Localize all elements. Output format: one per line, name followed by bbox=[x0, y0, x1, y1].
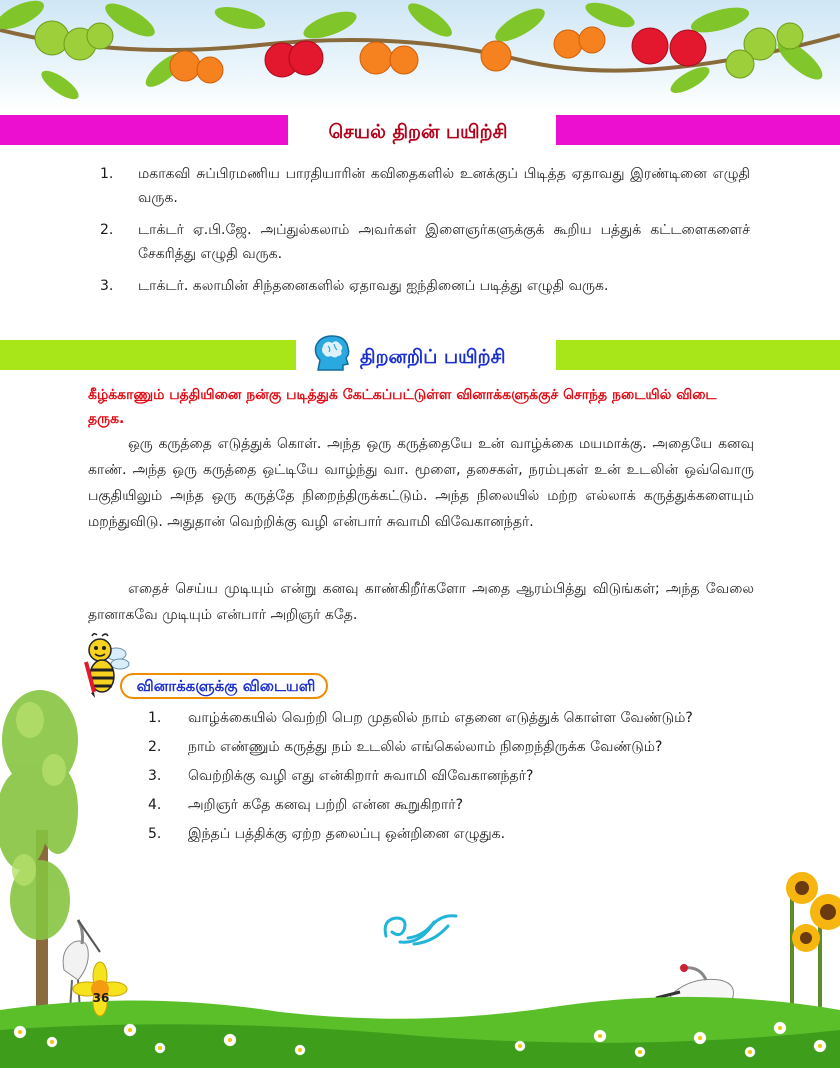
skill-section-title: திறனறிப் பயிற்சி bbox=[360, 346, 506, 368]
list-item bbox=[100, 274, 750, 298]
activity-section-title: செயல் திறன் பயிற்சி bbox=[328, 121, 508, 143]
fruit-leaf-banner bbox=[0, 0, 840, 110]
item-number: 4. bbox=[148, 797, 162, 813]
item-text: மகாகவி சுப்பிரமணிய பாரதியாரின் கவிதைகளில் உனக்குப் பிடித்த ஏதாவது இரண்டினை எழுதி வருக. bbox=[138, 166, 750, 206]
item-number: 3. bbox=[148, 768, 162, 784]
section-bar-right bbox=[556, 340, 840, 370]
list-item bbox=[100, 218, 750, 266]
passage-paragraph: எதைச் செய்ய முடியும் என்று கனவு காண்கிறீர்களோ அதை ஆரம்பித்து விடுங்கள்; அந்த வேலை தானாகவே முடியும் என்பார் அறிஞர் கதே. bbox=[88, 581, 754, 623]
item-number: 5. bbox=[148, 826, 162, 842]
item-number: 2. bbox=[100, 222, 114, 238]
answers-section-title: வினாக்களுக்கு விடையளி bbox=[136, 677, 316, 695]
item-text: வெற்றிக்கு வழி எது என்கிறார் சுவாமி விவேகானந்தர்? bbox=[188, 768, 534, 784]
page-number: 36 bbox=[92, 991, 110, 1005]
item-number: 3. bbox=[100, 278, 114, 294]
item-number: 1. bbox=[148, 710, 162, 726]
item-number: 1. bbox=[100, 166, 114, 182]
item-text: டாக்டர். கலாமின் சிந்தனைகளில் ஏதாவது ஐந்தினைப் படித்து எழுதி வருக. bbox=[138, 278, 609, 294]
section-bar-left bbox=[0, 340, 296, 370]
item-text: வாழ்க்கையில் வெற்றி பெற முதலில் நாம் எதனை எடுத்துக் கொள்ள வேண்டும்? bbox=[188, 710, 693, 726]
section-bar-right bbox=[556, 115, 840, 145]
reading-instruction: கீழ்க்காணும் பத்தியினை நன்கு படித்துக் கேட்கப்பட்டுள்ள வினாக்களுக்குச் சொந்த நடையில் விடை தருக. bbox=[88, 387, 717, 427]
passage-paragraph: ஒரு கருத்தை எடுத்துக் கொள். அந்த ஒரு கருத்தையே உன் வாழ்க்கை மயமாக்கு. அதையே கனவு காண். அந்த ஒரு கருத்தை ஒட்டியே வாழ்ந்து வா. மூளை, தசைகள், நரம்புகள் உன் உடலின் ஒவ்வொரு பகுதியிலும் அந்த ஒரு கருத்தே நிறைந்திருக்கட்டும். அந்த நிலையில் மற்ற எல்லாக் கருத்துக்களையும் மறந்துவிடு. அதுதான் வெற்றிக்கு வழி என்பார் சுவாமி விவேகானந்தர். bbox=[88, 436, 754, 530]
item-text: அறிஞர் கதே கனவு பற்றி என்ன கூறுகிறார்? bbox=[188, 797, 464, 813]
list-item bbox=[100, 162, 750, 210]
activity-list bbox=[100, 162, 750, 306]
brain-head-icon bbox=[310, 334, 352, 374]
item-text: இந்தப் பத்திக்கு ஏற்ற தலைப்பு ஒன்றினை எழுதுக. bbox=[188, 826, 506, 842]
garden-scenery bbox=[0, 680, 840, 1068]
section-bar-left bbox=[0, 115, 288, 145]
item-text: டாக்டர் ஏ.பி.ஜே. அப்துல்கலாம் அவர்கள் இளைஞர்களுக்குக் கூறிய பத்துக் கட்டளைகளைச் சேகரித்து எழுதி வருக. bbox=[138, 222, 750, 262]
item-number: 2. bbox=[148, 739, 162, 755]
item-text: நாம் எண்ணும் கருத்து நம் உடலில் எங்கெல்லாம் நிறைந்திருக்க வேண்டும்? bbox=[188, 739, 663, 755]
fruit-branch-illustration bbox=[0, 0, 840, 110]
